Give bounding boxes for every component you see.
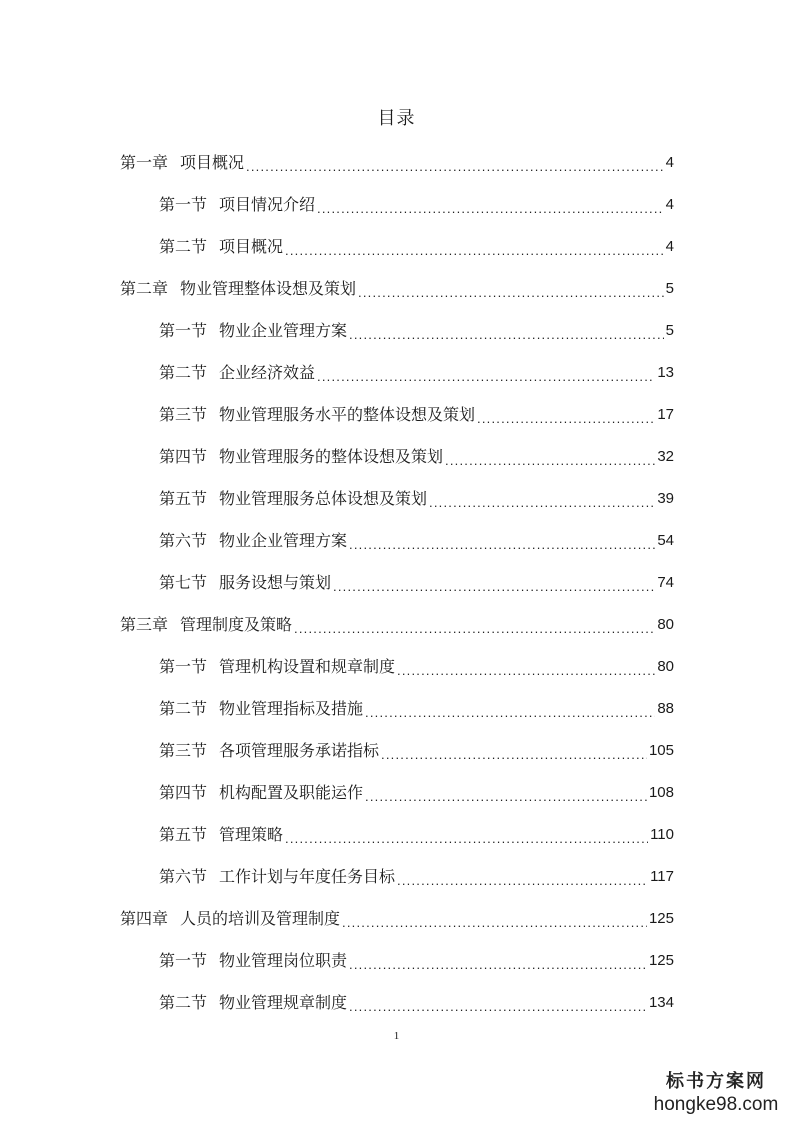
toc-entry-page: 4 [665,196,674,213]
toc-dot-leader [349,982,647,1024]
toc-entry-title: 机构配置及职能运作 [219,783,364,802]
toc-entry-label [159,478,427,520]
toc-dot-leader [349,310,664,352]
toc-section-entry[interactable] [0,394,793,436]
toc-entry-number: 第三节 [159,741,208,760]
toc-entry-page: 110 [650,826,674,843]
toc-entry-page: 134 [648,994,674,1011]
toc-section-entry[interactable] [0,520,793,562]
toc-dot-leader [342,898,647,940]
toc-entry-title: 物业管理服务的整体设想及策划 [219,447,444,466]
toc-entry-label [120,898,340,940]
toc-dot-leader [285,226,664,268]
toc-list [0,142,793,1024]
toc-dot-leader [333,562,655,604]
toc-chapter-entry[interactable] [0,898,793,940]
toc-entry-number: 第一节 [159,195,208,214]
toc-entry-label [159,562,331,604]
toc-entry-number: 第二节 [159,699,208,718]
toc-entry-label [159,520,347,562]
toc-section-entry[interactable] [0,856,793,898]
toc-entry-label [159,394,475,436]
toc-entry-number: 第二章 [120,279,169,298]
toc-entry-page: 125 [648,952,674,969]
toc-entry-number: 第六节 [159,867,208,886]
toc-entry-number: 第二节 [159,237,208,256]
toc-entry-page: 74 [657,574,674,591]
toc-dot-leader [317,352,655,394]
toc-entry-label [159,730,379,772]
toc-section-entry[interactable] [0,436,793,478]
toc-section-entry[interactable] [0,688,793,730]
toc-entry-label [159,352,315,394]
toc-entry-title: 人员的培训及管理制度 [180,909,341,928]
toc-entry-page: 32 [657,448,674,465]
toc-dot-leader [445,436,655,478]
toc-section-entry[interactable] [0,646,793,688]
toc-entry-label [120,268,356,310]
toc-entry-title: 项目情况介绍 [219,195,316,214]
toc-entry-page: 4 [665,238,674,255]
toc-entry-page: 125 [648,910,674,927]
toc-entry-title: 服务设想与策划 [219,573,332,592]
toc-section-entry[interactable] [0,184,793,226]
toc-dot-leader [358,268,664,310]
toc-entry-page: 5 [665,280,674,297]
toc-entry-number: 第四章 [120,909,169,928]
toc-dot-leader [294,604,655,646]
toc-chapter-entry[interactable] [0,268,793,310]
toc-entry-title: 物业企业管理方案 [219,321,348,340]
toc-entry-number: 第七节 [159,573,208,592]
toc-entry-page: 17 [657,406,674,423]
toc-entry-title: 物业企业管理方案 [219,531,348,550]
toc-dot-leader [285,814,648,856]
toc-entry-number: 第五节 [159,825,208,844]
toc-entry-number: 第一节 [159,951,208,970]
toc-entry-page: 88 [657,700,674,717]
toc-section-entry[interactable] [0,478,793,520]
toc-entry-title: 物业管理规章制度 [219,993,348,1012]
toc-dot-leader [477,394,655,436]
toc-entry-page: 13 [657,364,674,381]
toc-title: 目录 [377,108,416,129]
toc-entry-number: 第一节 [159,657,208,676]
toc-section-entry[interactable] [0,730,793,772]
toc-entry-label [120,142,244,184]
toc-entry-title: 工作计划与年度任务目标 [219,867,396,886]
toc-entry-number: 第一章 [120,153,169,172]
toc-section-entry[interactable] [0,982,793,1024]
toc-entry-title: 管理机构设置和规章制度 [219,657,396,676]
toc-entry-label [159,310,347,352]
toc-entry-page: 117 [650,868,674,885]
toc-entry-number: 第六节 [159,531,208,550]
toc-dot-leader [365,772,647,814]
toc-entry-number: 第二节 [159,993,208,1012]
toc-entry-label [159,982,347,1024]
toc-entry-label [159,688,363,730]
toc-entry-title: 项目概况 [219,237,284,256]
watermark-logo [651,1070,781,1116]
toc-entry-title: 各项管理服务承诺指标 [219,741,380,760]
toc-entry-page: 80 [657,658,674,675]
toc-entry-page: 54 [657,532,674,549]
toc-chapter-entry[interactable] [0,604,793,646]
toc-entry-title: 项目概况 [180,153,245,172]
toc-section-entry[interactable] [0,310,793,352]
toc-entry-page: 80 [657,616,674,633]
toc-entry-title: 物业管理服务总体设想及策划 [219,489,428,508]
toc-entry-title: 物业管理岗位职责 [219,951,348,970]
toc-entry-label [159,226,283,268]
toc-entry-title: 管理策略 [219,825,284,844]
page-number: 1 [393,1030,400,1042]
toc-dot-leader [397,856,648,898]
toc-section-entry[interactable] [0,226,793,268]
toc-section-entry[interactable] [0,562,793,604]
toc-entry-page: 105 [648,742,674,759]
toc-entry-number: 第四节 [159,447,208,466]
toc-entry-title: 管理制度及策略 [180,615,293,634]
toc-entry-label [159,856,395,898]
toc-entry-number: 第二节 [159,363,208,382]
toc-section-entry[interactable] [0,772,793,814]
toc-entry-label [159,646,395,688]
toc-entry-label [159,940,347,982]
toc-entry-label [159,436,443,478]
toc-entry-page: 39 [657,490,674,507]
toc-entry-number: 第五节 [159,489,208,508]
toc-dot-leader [349,940,647,982]
toc-dot-leader [349,520,655,562]
toc-dot-leader [397,646,655,688]
toc-entry-label [159,184,315,226]
toc-dot-leader [317,184,664,226]
watermark-url-text: hongke98.com [653,1094,779,1115]
watermark-cn-text: 标书方案网 [666,1071,766,1092]
toc-section-entry[interactable] [0,352,793,394]
toc-entry-title: 物业管理指标及措施 [219,699,364,718]
toc-chapter-entry[interactable] [0,142,793,184]
toc-dot-leader [429,478,655,520]
toc-dot-leader [381,730,647,772]
toc-entry-page: 4 [665,154,674,171]
toc-section-entry[interactable] [0,940,793,982]
toc-entry-title: 物业管理整体设想及策划 [180,279,357,298]
toc-entry-label [159,814,283,856]
toc-entry-label [120,604,292,646]
toc-entry-title: 企业经济效益 [219,363,316,382]
toc-section-entry[interactable] [0,814,793,856]
toc-entry-number: 第四节 [159,783,208,802]
toc-entry-page: 5 [665,322,674,339]
toc-dot-leader [365,688,655,730]
toc-entry-label [159,772,363,814]
toc-dot-leader [246,142,664,184]
toc-entry-title: 物业管理服务水平的整体设想及策划 [219,405,476,424]
toc-entry-number: 第三节 [159,405,208,424]
toc-entry-number: 第一节 [159,321,208,340]
toc-entry-page: 108 [648,784,674,801]
toc-entry-number: 第三章 [120,615,169,634]
